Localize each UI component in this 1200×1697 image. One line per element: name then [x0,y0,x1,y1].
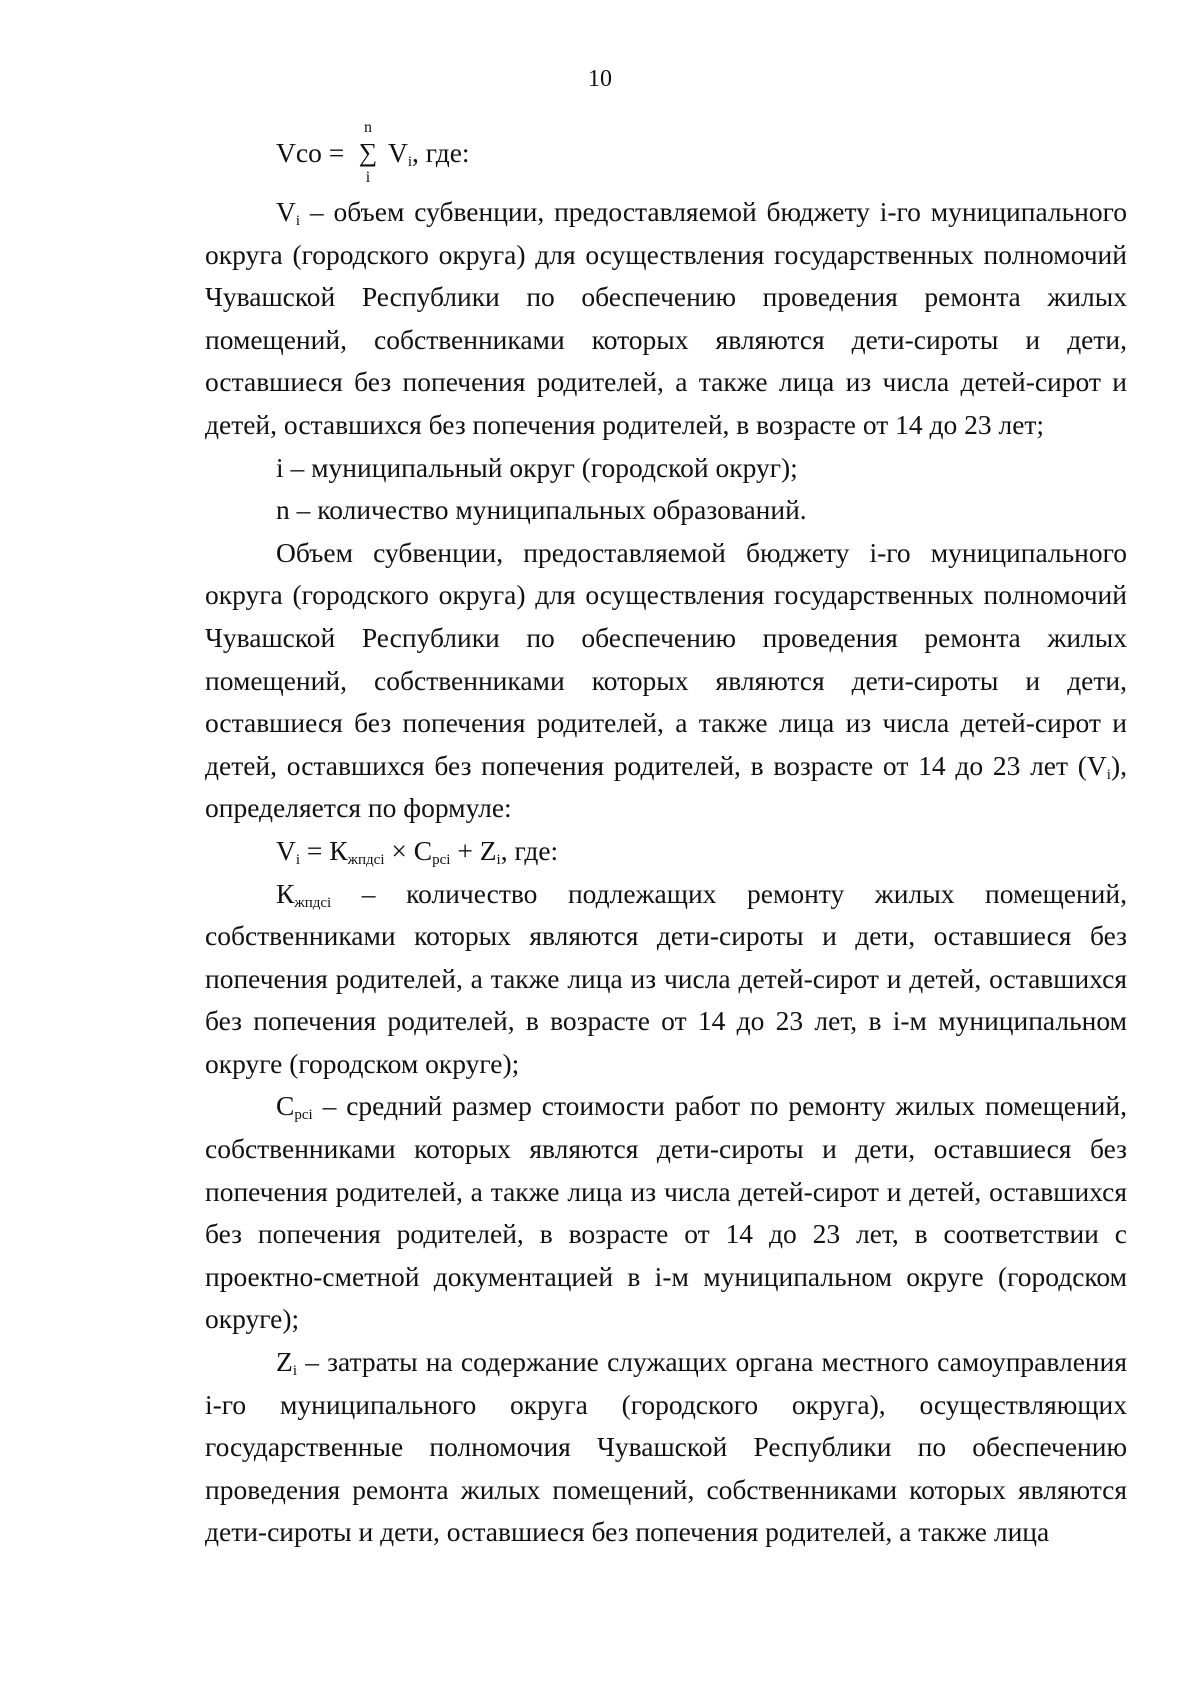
formula-vi-v: V [276,834,296,866]
formula-vi-c-sub: рсi [432,851,451,868]
definition-c-symbol: С [276,1090,295,1122]
definition-z-text: – затраты на содержание служащих органа местного самоуправления i-го муниципального округа (городского округа), осуществляющих государственные полномочия Чувашской Республики по обеспечению проведения ремонта жилых помещений, собственниками которых являются дети-сироты и дети, оставшиеся без попечения родителей, а также лица [205,1346,1127,1548]
definition-c [205,1085,1127,1341]
formula-sum-total [276,106,1127,191]
definition-n: n – количество муниципальных образований. [276,494,807,526]
formula-sum-var: V [388,137,408,168]
definition-k-sub: жпдсi [294,894,332,911]
formula-sum-lhs: Vco = [276,137,345,168]
definition-k-symbol: К [276,877,295,909]
definition-c-sub: рсi [294,1107,313,1124]
formula-vi-k: = К [300,834,348,866]
formula-vi-c: × С [384,834,433,866]
page-number: 10 [588,66,612,92]
formula-vi [205,830,1127,873]
definition-z [205,1341,1127,1554]
definition-k-text: – количество подлежащих ремонту жилых помещений, собственниками которых являются дети-сироты и дети, оставшиеся без попечения родителей, а также лица из числа детей-сирот и детей, оставшихся без попечения родителей, в возрасте от 14 до 23 лет, в i-м муниципальном округе (городском округе); [205,877,1127,1079]
definition-k [205,873,1127,1086]
definition-vi-symbol: V [276,196,296,227]
formula-vi-v-sub: i [295,851,301,868]
sigma-upper-limit: n [364,119,372,136]
formula-vi-z: + Z [450,834,497,866]
definition-i: i – муниципальный округ (городской округ); [276,451,798,483]
definition-vi [205,191,1127,447]
definition-z-sub: i [292,1363,297,1380]
document-body [205,106,1127,1554]
formula-vi-tail: , где: [500,834,559,866]
sigma-symbol: ∑ [358,138,378,167]
formula-vi-k-sub: жпдсi [347,851,385,868]
paragraph-volume [205,532,1127,830]
formula-sum-tail: , где: [412,137,470,168]
definition-vi-text: – объем субвенции, предоставляемой бюджету i-го муниципального округа (городского округа) для осуществления государственных полномочий Чувашской Республики по обеспечению проведения ремонта жилых помещений, собственниками которых являются дети-сироты и дети, оставшиеся без попечения родителей, а также лица из числа детей-сирот и детей, оставшихся без попечения родителей, в возрасте от 14 до 23 лет; [205,196,1127,440]
paragraph-volume-tail: ), определяется по формуле: [205,749,1127,824]
paragraph-volume-text: Объем субвенции, предоставляемой бюджету i-го муниципального округа (городского округа) для осуществления государственных полномочий Чувашской Республики по обеспечению проведения ремонта жилых помещений, собственниками которых являются дети-сироты и дети, оставшиеся без попечения родителей, а также лица из числа детей-сирот и детей, оставшихся без попечения родителей, в возрасте от 14 до 23 лет (V [205,536,1127,781]
sigma-lower-limit: i [365,169,371,186]
formula-sum-rhs [388,132,470,174]
formula-vi-z-sub: i [496,851,501,868]
formula-sum-var-sub: i [407,154,413,170]
paragraph-volume-sub: i [1106,766,1111,783]
definition-c-text: – средний размер стоимости работ по ремонту жилых помещений, собственниками которых являются дети-сироты и дети, оставшиеся без попечения родителей, а также лица из числа детей-сирот и детей, оставшихся без попечения родителей, в возрасте от 14 до 23 лет, в соответствии с проектно-сметной документацией в i-м муниципальном округе (городском округе); [205,1090,1127,1335]
definition-z-symbol: Z [276,1346,293,1378]
definition-vi-sub: i [295,213,301,229]
